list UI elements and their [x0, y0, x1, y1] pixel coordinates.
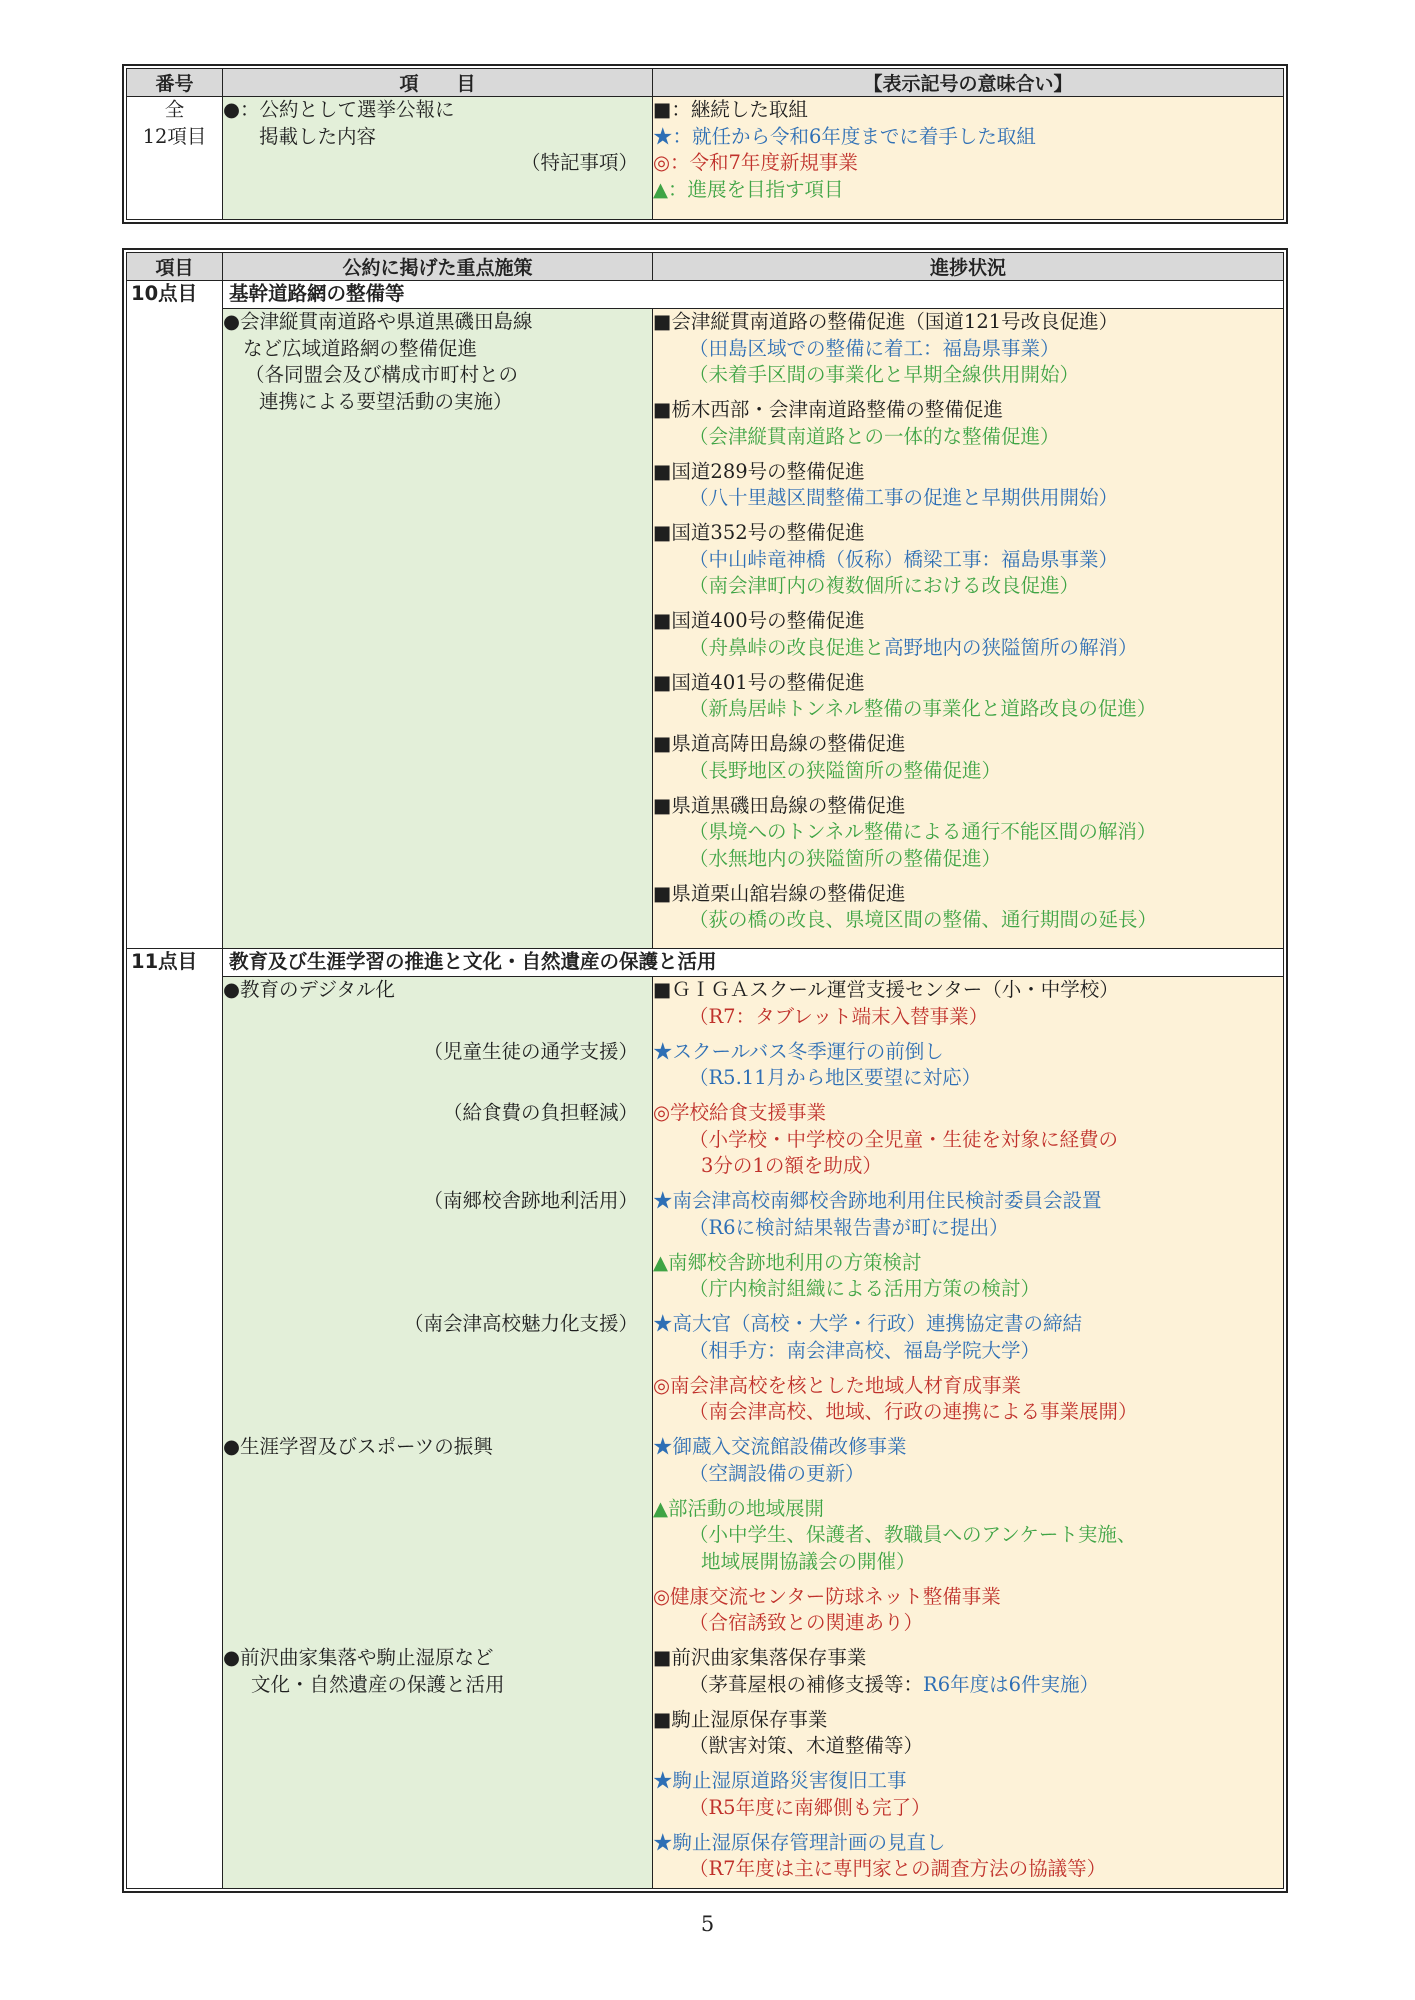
progress-item: [653, 1830, 1283, 1883]
progress-detail: （未着手区間の事業化と早期全線供用開始）: [689, 363, 1080, 386]
policy-note: （児童生徒の通学支援）: [423, 1039, 638, 1063]
progress-title: ■県道高陦田島線の整備促進: [653, 732, 906, 755]
progress-detail: 地域展開協議会の開催）: [701, 1549, 916, 1573]
page-number: 5: [700, 1912, 715, 1936]
legend-item-line: ●：公約として選挙公報に: [223, 98, 455, 121]
progress-detail: （獣害対策、木道整備等）: [689, 1734, 924, 1757]
progress-item: [653, 1584, 1283, 1637]
progress-detail: （小学校・中学校の全児童・生徒を対象に経費の: [689, 1127, 1119, 1151]
progress-title: ◎学校給食支援事業: [653, 1101, 827, 1124]
progress-detail: [653, 635, 1283, 662]
main-header-num: 項目: [127, 253, 223, 281]
section-11-title-cell: [223, 949, 1284, 977]
legend-header-item: 項 目: [223, 69, 653, 97]
legend-num-cell: [127, 97, 223, 220]
progress-detail-part: R6年度は6件実施）: [923, 1672, 1100, 1696]
legend-item-note: （特記事項）: [520, 151, 638, 174]
progress-item: [653, 731, 1283, 784]
progress-title: ▲南郷校舎跡地利用の方策検討: [653, 1250, 922, 1274]
policy-line: など広域道路網の整備促進: [243, 336, 478, 360]
progress-title: ★駒止湿原道路災害復旧工事: [653, 1769, 907, 1792]
progress-detail: [653, 1672, 1283, 1699]
progress-detail: （水無地内の狭隘箇所の整備促進）: [689, 846, 1002, 870]
section-10-num-cell: [127, 281, 223, 949]
progress-title: ■国道289号の整備促進: [653, 459, 865, 483]
progress-item: [653, 309, 1283, 389]
section-10-progress-cell: [653, 309, 1284, 949]
progress-detail: （田島区域での整備に着工：福島県事業）: [689, 336, 1060, 360]
policy-line: ●前沢曲家集落や駒止湿原など: [223, 1646, 494, 1669]
legend-table: [126, 68, 1284, 220]
progress-item: [653, 1645, 1283, 1698]
progress-detail: （会津縦貫南道路との一体的な整備促進）: [689, 424, 1060, 448]
main-header-progress: 進捗状況: [653, 253, 1284, 281]
policy-note: （南郷校舎跡地利活用）: [423, 1189, 638, 1212]
legend-header-meaning: 【表示記号の意味合い】: [653, 69, 1284, 97]
policy-line: （各同盟会及び構成市町村との: [245, 363, 519, 386]
progress-detail: （R5年度に南郷側も完了）: [689, 1795, 931, 1819]
legend-table-frame: [122, 64, 1288, 224]
progress-detail-part: （茅葺屋根の補修支援等：: [689, 1672, 924, 1696]
progress-title: ■国道352号の整備促進: [653, 521, 865, 544]
progress-item: [653, 1707, 1283, 1760]
progress-detail: （県境へのトンネル整備による通行不能区間の解消）: [689, 820, 1157, 843]
legend-meaning-cell: [653, 97, 1284, 220]
progress-title: ■国道400号の整備促進: [653, 609, 865, 632]
progress-title: ★南会津高校南郷校舎跡地利用住民検討委員会設置: [653, 1189, 1102, 1212]
policy-line: ●会津縦貫南道路や県道黒磯田島線: [223, 310, 533, 333]
progress-detail: （空調設備の更新）: [689, 1461, 865, 1485]
progress-detail: （長野地区の狭隘箇所の整備促進）: [689, 758, 1002, 782]
progress-title: ◎健康交流センター防球ネット整備事業: [653, 1584, 1001, 1608]
section-10-title: 基幹道路網の整備等: [229, 282, 405, 305]
policy-line: ●生涯学習及びスポーツの振興: [223, 1435, 493, 1458]
progress-item: [653, 793, 1283, 873]
progress-item: [653, 1188, 1283, 1241]
section-10-title-cell: [223, 281, 1284, 309]
legend-meaning-progress: ▲：進展を目指す項目: [653, 177, 844, 201]
progress-title: ■県道栗山舘岩線の整備促進: [653, 881, 906, 905]
progress-detail: （R6に検討結果報告書が町に提出）: [689, 1215, 1009, 1239]
legend-item-cell: [223, 97, 653, 220]
progress-detail: 3分の1の額を助成）: [701, 1154, 882, 1177]
legend-num-line: 12項目: [142, 124, 207, 148]
progress-item: [653, 1100, 1283, 1180]
progress-item: [653, 881, 1283, 934]
progress-title: ■栃木西部・会津南道路整備の整備促進: [653, 398, 1003, 421]
section-11-progress-cell: [653, 977, 1284, 1889]
legend-meaning-continued: ■：継続した取組: [653, 98, 808, 121]
legend-meaning-started: ★：就任から令和6年度までに着手した取組: [653, 124, 1036, 148]
progress-title: ■県道黒磯田島線の整備促進: [653, 793, 906, 817]
progress-item: [653, 1373, 1283, 1426]
progress-detail: （八十里越区間整備工事の促進と早期供用開始）: [689, 486, 1119, 509]
progress-detail-part: 高野地内の狭隘箇所の解消）: [884, 635, 1138, 659]
progress-detail: （R7年度は主に専門家との調査方法の協議等）: [689, 1857, 1107, 1880]
progress-item: [653, 520, 1283, 600]
policy-note: （給食費の負担軽減）: [442, 1101, 638, 1124]
progress-item: [653, 397, 1283, 450]
progress-detail: （R5.11月から地区要望に対応）: [689, 1066, 982, 1089]
progress-detail: （小中学生、保護者、教職員へのアンケート実施、: [689, 1523, 1137, 1546]
legend-meaning-new: ◎：令和7年度新規事業: [653, 151, 858, 174]
progress-title: ◎南会津高校を核とした地域人材育成事業: [653, 1373, 1022, 1397]
section-10-policy-cell: [223, 309, 653, 949]
progress-detail: （中山峠竜神橋（仮称）橋梁工事：福島県事業）: [689, 547, 1119, 571]
section-11-title: 教育及び生涯学習の推進と文化・自然遺産の保護と活用: [229, 950, 717, 973]
policy-line: 連携による要望活動の実施）: [259, 389, 513, 413]
section-11-num-cell: [127, 949, 223, 1889]
progress-detail: （合宿誘致との関連あり）: [689, 1611, 924, 1634]
progress-title: ■駒止湿原保存事業: [653, 1707, 828, 1731]
legend-num-line: 全: [164, 98, 185, 121]
progress-item: [653, 977, 1283, 1030]
main-header-policy: 公約に掲げた重点施策: [223, 253, 653, 281]
progress-item: [653, 1250, 1283, 1303]
progress-item: [653, 1434, 1283, 1487]
policy-line: 文化・自然遺産の保護と活用: [251, 1672, 505, 1696]
progress-detail: （南会津高校、地域、行政の連携による事業展開）: [689, 1400, 1138, 1423]
progress-title: ■国道401号の整備促進: [653, 670, 865, 694]
legend-item-line: 掲載した内容: [259, 124, 377, 148]
progress-item: [653, 608, 1283, 661]
progress-title: ★高大官（高校・大学・行政）連携協定書の締結: [653, 1312, 1083, 1335]
progress-title: ★駒止湿原保存管理計画の見直し: [653, 1830, 946, 1854]
section-11-num: 11点目: [131, 950, 198, 973]
progress-title: ★御蔵入交流館設備改修事業: [653, 1435, 907, 1458]
progress-detail: （南会津町内の複数個所における改良促進）: [689, 574, 1080, 597]
progress-title: ■ＧＩＧＡスクール運営支援センター（小・中学校）: [653, 978, 1119, 1001]
section-11-policy-cell: [223, 977, 653, 1889]
progress-item: [653, 670, 1283, 723]
progress-detail: （新鳥居峠トンネル整備の事業化と道路改良の促進）: [689, 697, 1157, 720]
progress-title: ■前沢曲家集落保存事業: [653, 1646, 867, 1669]
section-10-num: 10点目: [131, 282, 198, 305]
progress-title: ★スクールバス冬季運行の前倒し: [653, 1039, 944, 1063]
legend-header-num: 番号: [127, 69, 223, 97]
progress-item: [653, 1311, 1283, 1364]
policy-note: （南会津高校魅力化支援）: [403, 1312, 638, 1335]
progress-detail: （庁内検討組織による活用方策の検討）: [689, 1277, 1041, 1300]
progress-title: ■会津縦貫南道路の整備促進（国道121号改良促進）: [653, 310, 1119, 333]
progress-detail-part: （舟鼻峠の改良促進と: [689, 635, 885, 659]
progress-item: [653, 459, 1283, 512]
progress-detail: （相手方：南会津高校、福島学院大学）: [689, 1338, 1041, 1362]
progress-item: [653, 1039, 1283, 1092]
main-table-frame: [122, 248, 1288, 1893]
progress-title: ▲部活動の地域展開: [653, 1496, 824, 1520]
progress-detail: （荻の橋の改良、県境区間の整備、通行期間の延長）: [689, 908, 1158, 931]
policy-line: ●教育のデジタル化: [223, 978, 395, 1001]
progress-detail: （R7：タブレット端末入替事業）: [689, 1004, 989, 1028]
progress-item: [653, 1768, 1283, 1821]
progress-item: [653, 1496, 1283, 1576]
main-table: [126, 252, 1284, 1889]
